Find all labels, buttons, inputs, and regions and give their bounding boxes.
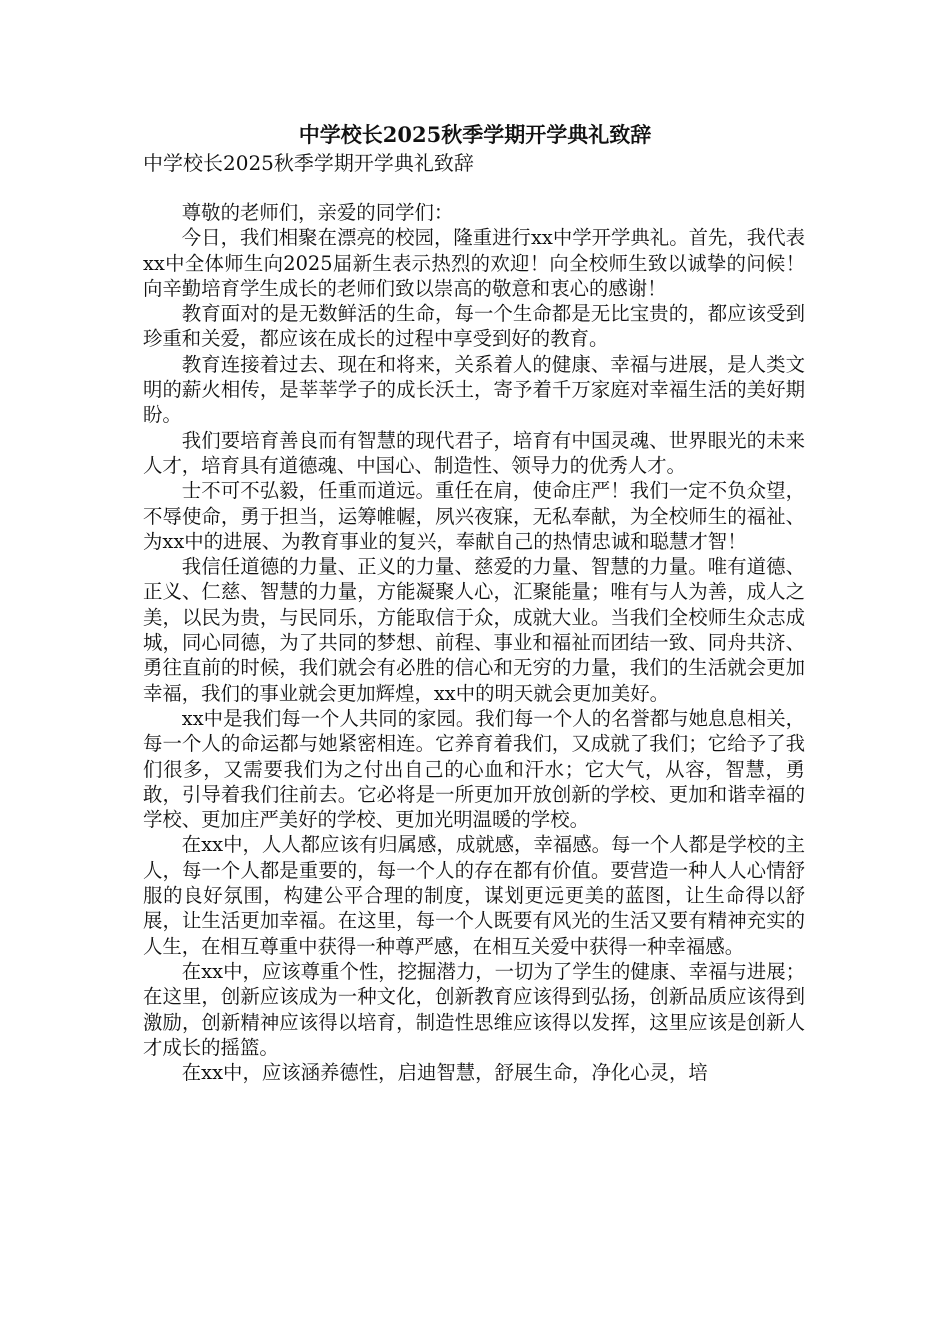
paragraph: 在xx中，应该尊重个性，挖掘潜力，一切为了学生的健康、幸福与进展；在这里，创新应该成为一种文化，创新教育应该得到弘扬，创新品质应该得到激励，创新精神应该得以培育，制造性思维应该得以发挥，这里应该是创新人才成长的摇篮。	[143, 959, 805, 1059]
document-title: 中学校长2025秋季学期开学典礼致辞	[298, 122, 652, 147]
paragraph: 士不可不弘毅，任重而道远。重任在肩，使命庄严！我们一定不负众望，不辱使命，勇于担当，运筹帷幄，夙兴夜寐，无私奉献，为全校师生的福祉、为xx中的进展、为教育事业的复兴，奉献自己的热情忠诚和聪慧才智！	[143, 479, 805, 553]
paragraph: 我们要培育善良而有智慧的现代君子，培育有中国灵魂、世界眼光的未来人才，培育具有道德魂、中国心、制造性、领导力的优秀人才。	[143, 428, 805, 477]
document-subtitle: 中学校长2025秋季学期开学典礼致辞	[143, 151, 474, 175]
paragraph-salutation: 尊敬的老师们，亲爱的同学们：	[181, 201, 454, 224]
paragraph: 在xx中，应该涵养德性，启迪智慧，舒展生命，净化心灵，培	[181, 1061, 708, 1085]
paragraph: 教育连接着过去、现在和将来，关系着人的健康、幸福与进展，是人类文明的薪火相传，是莘莘学子的成长沃土，寄予着千万家庭对幸福生活的美好期盼。	[143, 352, 805, 427]
document-body	[143, 200, 805, 1085]
paragraph: 在xx中，人人都应该有归属感，成就感，幸福感。每一个人都是学校的主人，每一个人都是重要的，每一个人的存在都有价值。要营造一种人人心情舒服的良好氛围，构建公平合理的制度，谋划更远更美的蓝图，让生命得以舒展，让生活更加幸福。在这里，每一个人既要有风光的生活又要有精神充实的人生，在相互尊重中获得一种尊严感，在相互关爱中获得一种幸福感。	[143, 833, 805, 958]
paragraph: 教育面对的是无数鲜活的生命，每一个生命都是无比宝贵的，都应该受到珍重和关爱，都应该在成长的过程中享受到好的教育。	[143, 302, 805, 351]
paragraph: xx中是我们每一个人共同的家园。我们每一个人的名誉都与她息息相关，每一个人的命运都与她紧密相连。它养育着我们，又成就了我们；它给予了我们很多，又需要我们为之付出自己的心血和汗水；它大气，从容，智慧，勇敢，引导着我们往前去。它必将是一所更加开放创新的学校、更加和谐幸福的学校、更加庄严美好的学校、更加光明温暖的学校。	[143, 706, 805, 832]
paragraph: 我信任道德的力量、正义的力量、慈爱的力量、智慧的力量。唯有道德、正义、仁慈、智慧的力量，方能凝聚人心，汇聚能量；唯有与人为善，成人之美，以民为贵，与民同乐，方能取信于众，成就大业。当我们全校师生众志成城，同心同德，为了共同的梦想、前程、事业和福祉而团结一致、同舟共济、勇往直前的时候，我们就会有必胜的信心和无穷的力量，我们的生活就会更加幸福，我们的事业就会更加辉煌，xx中的明天就会更加美好。	[143, 555, 805, 705]
paragraph: 今日，我们相聚在漂亮的校园，隆重进行xx中学开学典礼。首先，我代表xx中全体师生向2025届新生表示热烈的欢迎！向全校师生致以诚挚的问候！向辛勤培育学生成长的老师们致以崇高的敬意和衷心的感谢！	[143, 226, 805, 300]
